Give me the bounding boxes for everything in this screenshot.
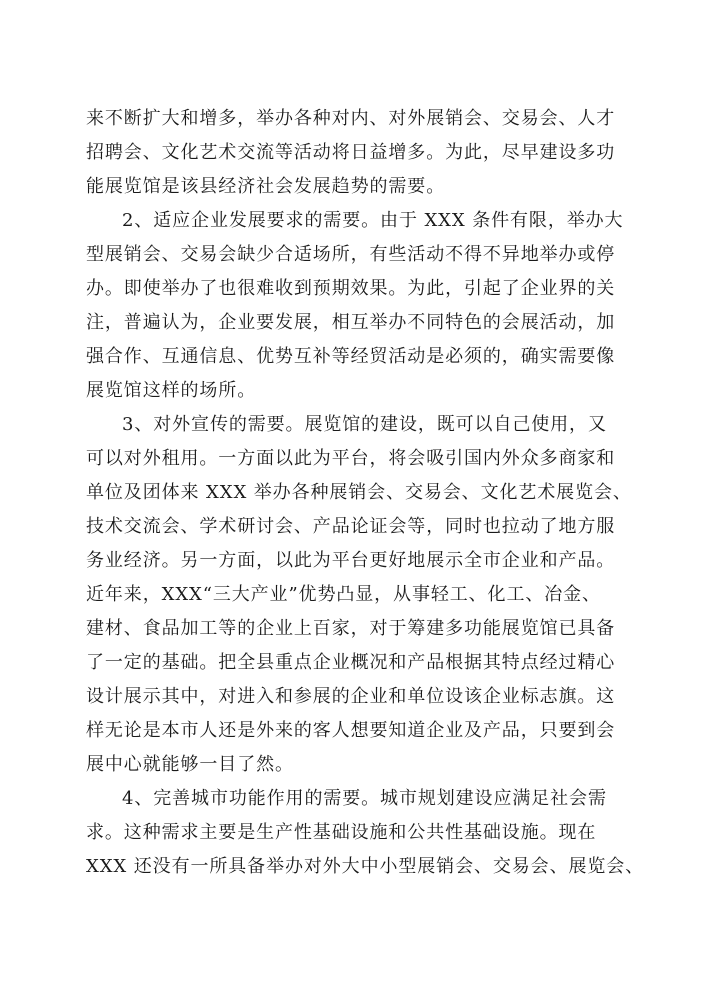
text-line: 建材、食品加工等的企业上百家，对于筹建多功能展览馆已具备	[86, 618, 616, 639]
text-line: 招聘会、文化艺术交流等活动将日益增多。为此，尽早建设多功	[86, 142, 616, 163]
text-line: 展中心就能够一目了然。	[86, 754, 294, 775]
text-line: 能展览馆是该县经济社会发展趋势的需要。	[86, 176, 446, 197]
text-line: 单位及团体来 XXX 举办各种展销会、交易会、文化艺术展览会、	[86, 482, 632, 503]
text-line: 样无论是本市人还是外来的客人想要知道企业及产品，只要到会	[86, 720, 616, 741]
text-line: 近年来，XXX“三大产业”优势凸显，从事轻工、化工、冶金、	[86, 584, 601, 605]
text-line: 技术交流会、学术研讨会、产品论证会等，同时也拉动了地方服	[86, 516, 616, 537]
text-line: XXX 还没有一所具备举办对外大中小型展销会、交易会、展览会、	[86, 856, 645, 877]
paragraph-3-start: 3、对外宣传的需要。展览馆的建设，既可以自己使用，又	[122, 414, 607, 435]
text-line: 来不断扩大和增多，举办各种对内、对外展销会、交易会、人才	[86, 108, 616, 129]
text-line: 了一定的基础。把全县重点企业概况和产品根据其特点经过精心	[86, 652, 616, 673]
text-line: 设计展示其中，对进入和参展的企业和单位设该企业标志旗。这	[86, 686, 616, 707]
document-body	[86, 102, 645, 884]
text-line: 强合作、互通信息、优势互补等经贸活动是必须的，确实需要像	[86, 346, 616, 367]
text-line: 求。这种需求主要是生产性基础设施和公共性基础设施。现在	[86, 822, 597, 843]
text-line: 注，普遍认为，企业要发展，相互举办不同特色的会展活动，加	[86, 312, 616, 333]
paragraph-2-start: 2、适应企业发展要求的需要。由于 XXX 条件有限，举办大	[122, 210, 624, 231]
text-line: 可以对外租用。一方面以此为平台，将会吸引国内外众多商家和	[86, 448, 616, 469]
text-line: 办。即使举办了也很难收到预期效果。为此，引起了企业界的关	[86, 278, 616, 299]
text-line: 展览馆这样的场所。	[86, 380, 257, 401]
text-line: 型展销会、交易会缺少合适场所，有些活动不得不异地举办或停	[86, 244, 616, 265]
text-line: 务业经济。另一方面，以此为平台更好地展示全市企业和产品。	[86, 550, 616, 571]
paragraph-4-start: 4、完善城市功能作用的需要。城市规划建设应满足社会需	[122, 788, 607, 809]
